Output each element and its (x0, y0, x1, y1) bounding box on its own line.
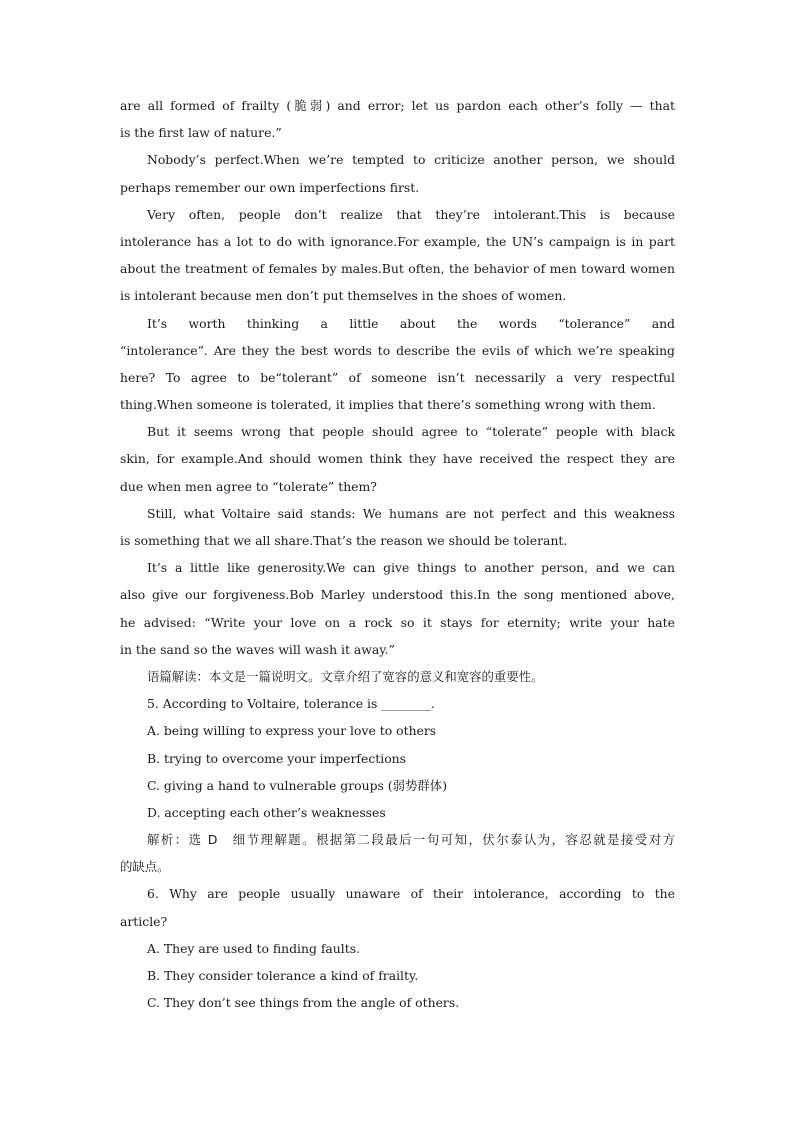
text-line: intolerance has a lot to do with ignorance.For example, the UN’s campaign is in part (120, 233, 675, 249)
text-line: But it seems wrong that people should agree to “tolerate” people with black (147, 424, 675, 440)
page-content (120, 92, 675, 1016)
question-stem: 6. Why are people usually unaware of their intolerance, according to the (147, 886, 675, 902)
text-line: is intolerant because men don’t put themselves in the shoes of women. (120, 288, 567, 304)
answer-option: C. They don’t see things from the angle of others. (147, 995, 460, 1011)
text-line: “intolerance”. Are they the best words to describe the evils of which we’re speaking (120, 342, 675, 358)
answer-explanation: 解析：选 D 细节理解题。根据第二段最后一句可知，伏尔泰认为，容忍就是接受对方 (147, 832, 675, 848)
text-line: Still, what Voltaire said stands: We humans are not perfect and this weakness (147, 505, 675, 521)
answer-option: C. giving a hand to vulnerable groups (弱势群体) (147, 777, 448, 793)
question-5 (120, 690, 675, 880)
text-line: Very often, people don’t realize that they’re intolerant.This is because (147, 206, 675, 222)
text-line: It’s worth thinking a little about the words “tolerance” and (147, 315, 675, 331)
paragraph (120, 146, 675, 200)
text-line: he advised: “Write your love on a rock so it stays for eternity; write your hate (120, 614, 675, 630)
answer-explanation: 的缺点。 (120, 859, 170, 875)
question-stem: 5. According to Voltaire, tolerance is ________. (147, 696, 435, 712)
text-line: also give our forgiveness.Bob Marley understood this.In the song mentioned above, (120, 587, 675, 603)
paragraph (120, 201, 675, 310)
text-line: skin, for example.And should women think they have received the respect they are (120, 451, 675, 467)
text-line: Nobody’s perfect.When we’re tempted to criticize another person, we should (147, 152, 675, 168)
paragraph (120, 310, 675, 419)
text-line: in the sand so the waves will wash it away.” (120, 641, 395, 657)
text-line: about the treatment of females by males.But often, the behavior of men toward women (120, 261, 675, 277)
passage-analysis: 语篇解读：本文是一篇说明文。文章介绍了宽容的意义和宽容的重要性。 (147, 668, 544, 684)
text-line: here? To agree to be“tolerant” of someone isn’t necessarily a very respectful (120, 369, 675, 385)
text-line: perhaps remember our own imperfections first. (120, 179, 420, 195)
paragraph (120, 554, 675, 663)
answer-option: A. They are used to finding faults. (147, 940, 361, 956)
text-line: are all formed of frailty (脆弱) and error; let us pardon each other’s folly — that (120, 98, 675, 113)
answer-option: B. They consider tolerance a kind of frailty. (147, 968, 419, 983)
text-line: is the first law of nature.” (120, 125, 282, 141)
paragraph (120, 500, 675, 554)
answer-option: D. accepting each other’s weaknesses (147, 804, 386, 820)
text-line: is something that we all share.That’s the reason we should be tolerant. (120, 533, 568, 548)
paragraph (120, 92, 675, 146)
question-stem: article? (120, 913, 168, 929)
text-line: thing.When someone is tolerated, it implies that there’s something wrong with them. (120, 397, 656, 413)
text-line: It’s a little like generosity.We can give things to another person, and we can (147, 560, 675, 576)
answer-option: A. being willing to express your love to others (147, 723, 437, 739)
text-line: due when men agree to “tolerate” them? (120, 478, 377, 494)
paragraph (120, 418, 675, 500)
question-6 (120, 880, 675, 1016)
answer-option: B. trying to overcome your imperfections (147, 750, 407, 766)
